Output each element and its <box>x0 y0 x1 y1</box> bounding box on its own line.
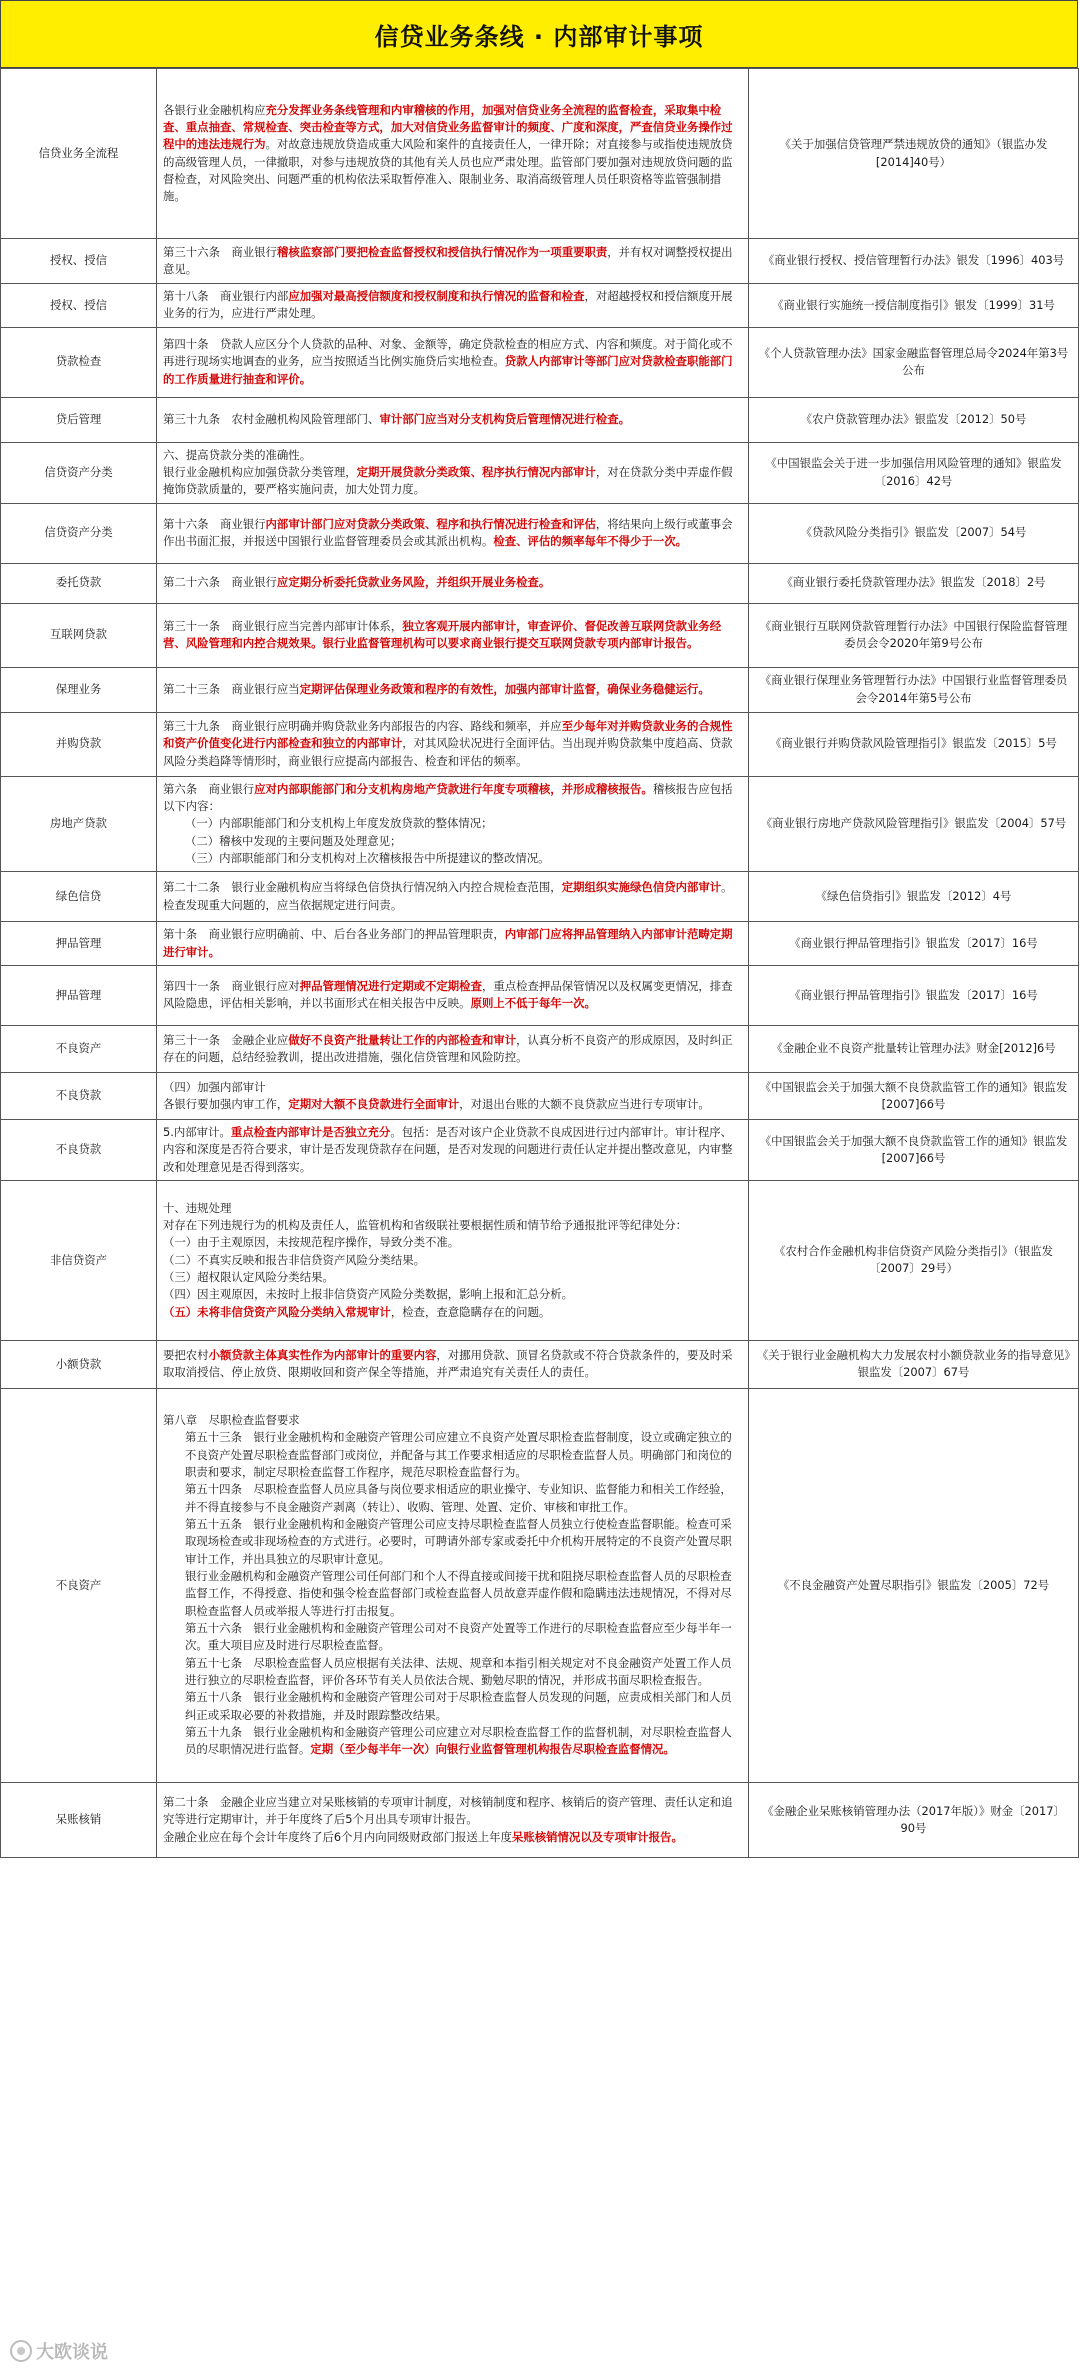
provision-line <box>163 1829 742 1846</box>
provision-line <box>163 447 742 464</box>
table-row <box>1 284 1079 328</box>
highlighted-text: 独立客观开展内部审计，审查评价、督促改善互联网贷款业务经营、风险管理和内控合规效果。银行业监督管理机构可以要求商业银行提交互联网贷款专项内部审计报告。 <box>163 618 722 651</box>
provision-line <box>163 978 742 1013</box>
provision-text-cell <box>157 327 749 397</box>
highlighted-text: 定期评估保理业务政策和程序的有效性，加强内部审计监督，确保业务稳健运行。 <box>299 681 710 696</box>
provision-text: ，对超越授权和授信额度开展业务的行为，应进行严肃处理。 <box>163 289 733 321</box>
provision-line <box>163 411 742 428</box>
provision-line <box>163 1568 742 1620</box>
table-row <box>1 239 1079 284</box>
regulation-source-cell: 《贷款风险分类指引》银监发〔2007〕54号 <box>749 503 1079 563</box>
provision-text-cell <box>157 603 749 667</box>
provision-line <box>163 850 742 867</box>
provision-text: 金融企业应在每个会计年度终了后6个月内向同级财政部门报送上年度 <box>163 1829 512 1844</box>
category-cell: 押品管理 <box>1 922 157 966</box>
highlighted-text: 至少每年对并购贷款业务的合规性和资产价值变化进行内部检查和独立的内部审计 <box>163 719 733 751</box>
provision-text: 六、提高贷款分类的准确性。 <box>163 447 312 462</box>
provision-text: 银行业金融机构应加强贷款分类管理， <box>163 464 357 479</box>
highlighted-text: 审计部门应当对分支机构贷后管理情况进行检查。 <box>379 411 631 426</box>
provision-text-cell <box>157 1340 749 1388</box>
provision-line <box>163 781 742 816</box>
provision-line <box>163 815 742 832</box>
table-row <box>1 503 1079 563</box>
provision-line <box>163 833 742 850</box>
highlighted-text: 定期对大额不良贷款进行全面审计 <box>288 1096 460 1111</box>
provision-line <box>163 574 742 591</box>
category-cell: 呆账核销 <box>1 1782 157 1857</box>
provision-line <box>163 718 742 770</box>
provision-line <box>163 102 742 206</box>
provision-text: 。对故意违规放贷造成重大风险和案件的直接责任人，一律开除；对直接参与或指使违规放贷的高级管理人员，一律撤职，对参与违规放贷的其他有关人员也应严肃处理。监管部门要加强对违规放贷问题的监督检查，对风险突出、问题严重的机构依法采取暂停准入、限制业务、取消高级管理人员任职资格等监管强制措施。 <box>163 137 733 204</box>
table-row <box>1 712 1079 776</box>
provision-line <box>163 1655 742 1690</box>
provision-text: ，对挪用贷款、顶冒名贷款或不符合贷款条件的，要及时采取取消授信、停止放贷、限期收回和资产保全等措施，并严肃追究有关责任人的责任。 <box>163 1348 733 1380</box>
provision-line <box>163 1286 742 1303</box>
table-row <box>1 1180 1079 1340</box>
provision-line <box>163 1096 742 1113</box>
provision-text: 第五十八条 银行业金融机构和金融资产管理公司对于尽职检查监督人员发现的问题，应责成相关部门和人员纠正或采取必要的补救措施，并及时跟踪整改结果。 <box>185 1690 732 1722</box>
category-cell: 押品管理 <box>1 965 157 1025</box>
provision-text: 第二十条 金融企业应当建立对呆账核销的专项审计制度，对核销制度和程序、核销后的资产管理、责任认定和追究等进行定期审计，并于年度终了后5个月出具专项审计报告。 <box>163 1794 733 1827</box>
category-cell: 贷款检查 <box>1 327 157 397</box>
provision-line <box>163 1481 742 1516</box>
highlighted-text: 原则上不低于每年一次。 <box>470 996 596 1011</box>
regulation-source-cell: 《关于银行业金融机构大力发展农村小额贷款业务的指导意见》银监发〔2007〕67号 <box>749 1340 1079 1388</box>
provision-line <box>163 1032 742 1067</box>
highlighted-text: 做好不良资产批量转让工作的内部检查和审计 <box>288 1032 517 1047</box>
provision-line <box>163 1217 742 1234</box>
provision-text: ，对在贷款分类中弄虚作假掩饰贷款质量的，要严格实施问责，加大处罚力度。 <box>163 464 733 497</box>
regulation-source-cell: 《商业银行押品管理指引》银监发〔2017〕16号 <box>749 965 1079 1025</box>
regulation-source-cell: 《商业银行押品管理指引》银监发〔2017〕16号 <box>749 922 1079 966</box>
provision-text: （一）内部职能部门和分支机构上年度发放贷款的整体情况； <box>185 816 493 831</box>
provision-text: 要把农村 <box>163 1348 209 1363</box>
provision-line <box>163 1252 742 1269</box>
highlighted-text: 定期开展贷款分类政策、程序执行情况内部审计 <box>356 464 596 479</box>
provision-line <box>163 1689 742 1724</box>
provision-text: 各银行业金融机构应 <box>163 102 266 117</box>
provision-text: 第六条 商业银行 <box>163 781 255 796</box>
provision-text: 第五十三条 银行业金融机构和金融资产管理公司应建立不良资产处置尽职检查监督制度，设立或确定独立的不良资产处置尽职检查监督部门或岗位，并配备与其工作要求相适应的尽职检查监督人员。明确部门和岗位的职责和要求，制定尽职检查监督工作程序，规范尽职检查监督行为。 <box>185 1430 732 1480</box>
category-cell: 小额贷款 <box>1 1340 157 1388</box>
provision-text: 十、违规处理 <box>163 1200 232 1215</box>
highlighted-text: 定期（至少每半年一次）向银行业监督管理机构报告尽职检查监督情况。 <box>310 1742 675 1757</box>
provision-text-cell <box>157 667 749 712</box>
category-cell: 不良资产 <box>1 1025 157 1072</box>
provision-line <box>163 1347 742 1382</box>
regulation-source-cell: 《商业银行保理业务管理暂行办法》中国银行业监督管理委员会令2014年第5号公布 <box>749 667 1079 712</box>
provision-line <box>163 516 742 551</box>
highlighted-text: 应对内部职能部门和分支机构房地产贷款进行年度专项稽核，并形成稽核报告。 <box>254 781 653 796</box>
provision-text: 稽核报告应包括以下内容： <box>163 781 733 813</box>
provision-text: 第五十七条 尽职检查监督人员应根据有关法律、法规、规章和本指引相关规定对不良金融资产处置工作人员进行独立的尽职检查监督，评价各环节有关人员依法合规、勤勉尽职的情况，并形成书面尽职检查报告。 <box>185 1655 732 1688</box>
provision-line <box>163 1412 742 1429</box>
provision-text: （三）超权限认定风险分类结果。 <box>163 1270 334 1285</box>
provision-text: ，并有权对调整授权提出意见。 <box>163 244 733 276</box>
provision-text: 第五十五条 银行业金融机构和金融资产管理公司应支持尽职检查监督人员独立行使检查监督职能。检查可采取现场检查或非现场检查的方式进行。必要时，可聘请外部专家或委托中介机构开展特定的不良资产处置尽职审计工作，并出具独立的尽职审计意见。 <box>185 1517 732 1566</box>
provision-text: 第二十三条 商业银行应当 <box>163 681 300 696</box>
provision-line <box>163 1269 742 1286</box>
provision-line <box>163 1516 742 1568</box>
highlighted-text: 应定期分析委托贷款业务风险，并组织开展业务检查。 <box>276 575 551 590</box>
category-cell: 贷后管理 <box>1 397 157 442</box>
category-cell: 互联网贷款 <box>1 603 157 667</box>
provision-line <box>163 1429 742 1481</box>
provision-text-cell <box>157 503 749 563</box>
provision-line <box>163 1794 742 1829</box>
table-row <box>1 1782 1079 1857</box>
provision-line <box>163 464 742 499</box>
provision-text-cell <box>157 776 749 872</box>
table-row <box>1 1072 1079 1119</box>
provision-text: 第三十九条 农村金融机构风险管理部门、 <box>163 411 380 426</box>
provision-text: 第四十条 贷款人应区分个人贷款的品种、对象、金额等，确定贷款检查的相应方式、内容和频度。对于简化或不再进行现场实地调查的业务，应当按照适当比例实施贷后实地检查。 <box>163 337 733 369</box>
provision-text: 第二十二条 银行业金融机构应当将绿色信贷执行情况纳入内控合规检查范围， <box>163 880 562 895</box>
provision-text: （三）内部职能部门和分支机构对上次稽核报告中所提建议的整改情况。 <box>185 850 550 865</box>
table-row <box>1 1025 1079 1072</box>
page-title: 信贷业务条线 · 内部审计事项 <box>0 0 1078 68</box>
highlighted-text: 内部审计部门应对贷款分类政策、程序和执行情况进行检查和评估 <box>265 516 596 531</box>
provision-line <box>163 879 742 914</box>
provision-line <box>163 1724 742 1759</box>
table-row <box>1 1388 1079 1782</box>
highlighted-text: 检查、评估的频率每年不得少于一次。 <box>493 534 687 549</box>
provision-text: （四）因主观原因，未按时上报非信贷资产风险分类数据，影响上报和汇总分析。 <box>163 1287 574 1302</box>
table-row <box>1 69 1079 239</box>
provision-text-cell <box>157 872 749 922</box>
provision-text: 第三十一条 金融企业应 <box>163 1032 289 1047</box>
provision-text-cell <box>157 1782 749 1857</box>
regulation-source-cell: 《农村合作金融机构非信贷资产风险分类指引》（银监发〔2007〕29号） <box>749 1180 1079 1340</box>
provision-line <box>163 288 742 323</box>
provision-text-cell <box>157 1119 749 1180</box>
table-row <box>1 397 1079 442</box>
provision-text: （二）稽核中发现的主要问题及处理意见； <box>185 833 402 848</box>
regulation-source-cell: 《金融企业不良资产批量转让管理办法》财金[2012]6号 <box>749 1025 1079 1072</box>
provision-text-cell <box>157 563 749 603</box>
provision-text: 。检查发现重大问题的，应当依据规定进行问责。 <box>163 880 733 912</box>
provision-line <box>163 336 742 388</box>
category-cell: 委托贷款 <box>1 563 157 603</box>
provision-line <box>163 926 742 961</box>
provision-text: （二）不真实反映和报告非信贷资产风险分类结果。 <box>163 1252 425 1267</box>
category-cell: 信贷资产分类 <box>1 442 157 503</box>
regulation-source-cell: 《金融企业呆账核销管理办法（2017年版）》财金〔2017〕90号 <box>749 1782 1079 1857</box>
category-cell: 绿色信贷 <box>1 872 157 922</box>
highlighted-text: 稽核监察部门要把检查监督授权和授信执行情况作为一项重要职责 <box>276 244 608 259</box>
provision-text: 。包括：是否对该户企业贷款不良成因进行过内部审计。审计程序、内容和深度是否符合要求，审计是否发现贷款存在问题，是否对发现的问题进行责任认定并提出整改意见，内审整改和处理意见是否得到落实。 <box>163 1124 733 1174</box>
provision-text: 银行业金融机构和金融资产管理公司任何部门和个人不得直接或间接干扰和阻挠尽职检查监督人员的尽职检查监督工作，不得授意、指使和强令检查监督部门或检查监督人员故意弄虚作假和隐瞒违法违规情况，不得对尽职检查监督人员或举报人等进行打击报复。 <box>185 1569 732 1618</box>
table-row <box>1 563 1079 603</box>
provision-text: 第十六条 商业银行 <box>163 516 266 531</box>
provision-text: 第三十九条 商业银行应明确并购贷款业务内部报告的内容、路线和频率，并应 <box>163 719 562 734</box>
table-row <box>1 922 1079 966</box>
category-cell: 授权、授信 <box>1 284 157 328</box>
provision-text-cell <box>157 1072 749 1119</box>
table-row <box>1 872 1079 922</box>
table-row <box>1 603 1079 667</box>
provision-text: 第十八条 商业银行内部 <box>163 289 289 303</box>
provision-text: ，检查，查意隐瞒存在的问题。 <box>390 1304 551 1319</box>
provision-text: 对存在下列违规行为的机构及责任人，监管机构和省级联社要根据性质和情节给予通报批评等纪律处分： <box>163 1218 687 1233</box>
table-row <box>1 667 1079 712</box>
category-cell: 房地产贷款 <box>1 776 157 872</box>
highlighted-text: 小额贷款主体真实性作为内部审计的重要内容 <box>208 1348 437 1363</box>
regulation-source-cell: 《不良金融资产处置尽职指引》银监发〔2005〕72号 <box>749 1388 1079 1782</box>
category-cell: 授权、授信 <box>1 239 157 284</box>
table-row <box>1 776 1079 872</box>
provision-line <box>163 1079 742 1096</box>
provision-text: 第三十六条 商业银行 <box>163 244 277 259</box>
provision-text-cell <box>157 1388 749 1782</box>
highlighted-text: 定期组织实施绿色信贷内部审计 <box>561 880 722 895</box>
category-cell: 保理业务 <box>1 667 157 712</box>
category-cell: 信贷业务全流程 <box>1 69 157 239</box>
provision-text-cell <box>157 397 749 442</box>
provision-line <box>163 1304 742 1321</box>
watermark <box>10 2338 108 2364</box>
regulation-source-cell: 《农户贷款管理办法》银监发〔2012〕50号 <box>749 397 1079 442</box>
regulation-source-cell: 《商业银行互联网贷款管理暂行办法》中国银行保险监督管理委员会令2020年第9号公布 <box>749 603 1079 667</box>
provision-text: 各银行要加强内审工作， <box>163 1096 289 1111</box>
category-cell: 非信贷资产 <box>1 1180 157 1340</box>
provision-line <box>163 681 742 698</box>
provision-text: 第五十四条 尽职检查监督人员应具备与岗位要求相适应的职业操守、专业知识、监督能力和相关工作经验，并不得直接参与不良金融资产剥离（转让）、收购、管理、处置、定价、审核和审批工作。 <box>185 1482 732 1514</box>
category-cell: 信贷资产分类 <box>1 503 157 563</box>
category-cell: 不良资产 <box>1 1388 157 1782</box>
provision-line <box>163 1200 742 1217</box>
audit-matters-table <box>0 68 1079 1858</box>
provision-text: ，认真分析不良资产的形成原因，及时纠正存在的问题，总结经验教训，提出改进措施，强化信贷管理和风险防控。 <box>163 1032 733 1064</box>
provision-text-cell <box>157 922 749 966</box>
regulation-source-cell: 《商业银行实施统一授信制度指引》银发〔1999〕31号 <box>749 284 1079 328</box>
regulation-source-cell: 《商业银行授权、授信管理暂行办法》银发〔1996〕403号 <box>749 239 1079 284</box>
highlighted-text: 呆账核销情况以及专项审计报告。 <box>511 1829 683 1844</box>
table-row <box>1 327 1079 397</box>
table-row <box>1 1119 1079 1180</box>
provision-text-cell <box>157 69 749 239</box>
provision-text: 第五十九条 银行业金融机构和金融资产管理公司应建立对尽职检查监督工作的监督机制，对尽职检查监督人员的尽职情况进行监督。 <box>185 1725 732 1757</box>
provision-text-cell <box>157 239 749 284</box>
table-row <box>1 442 1079 503</box>
provision-text: （四）加强内部审计 <box>163 1079 266 1094</box>
highlighted-text: 贷款人内部审计等部门应对贷款检查职能部门的工作质量进行抽查和评价。 <box>163 354 733 386</box>
provision-line <box>163 244 742 279</box>
regulation-source-cell: 《个人贷款管理办法》国家金融监督管理总局令2024年第3号公布 <box>749 327 1079 397</box>
regulation-source-cell: 《中国银监会关于加强大额不良贷款监管工作的通知》银监发[2007]66号 <box>749 1119 1079 1180</box>
provision-text: ，对其风险状况进行全面评估。当出现并购贷款集中度趋高、贷款风险分类趋降等情形时，商业银行应提高内部报告、检查和评估的频率。 <box>163 736 733 768</box>
highlighted-text: 应加强对最高授信额度和授权制度和执行情况的监督和检查 <box>288 289 585 303</box>
provision-text: ，对退出台账的大额不良贷款应当进行专项审计。 <box>459 1096 710 1111</box>
provision-text: 第五十六条 银行业金融机构和金融资产管理公司对不良资产处置等工作进行的尽职检查监督应至少每半年一次。重大项目应及时进行尽职检查监督。 <box>185 1621 732 1653</box>
provision-line <box>163 1234 742 1251</box>
category-cell: 并购贷款 <box>1 712 157 776</box>
provision-text: （一）由于主观原因，未按规范程序操作，导致分类不准。 <box>163 1235 460 1250</box>
regulation-source-cell: 《中国银监会关于进一步加强信用风险管理的通知》银监发〔2016〕42号 <box>749 442 1079 503</box>
highlighted-text: 重点检查内部审计是否独立充分 <box>230 1124 391 1139</box>
provision-text: 第十条 商业银行应明确前、中、后台各业务部门的押品管理职责， <box>163 927 505 942</box>
provision-text-cell <box>157 442 749 503</box>
provision-text-cell <box>157 1180 749 1340</box>
provision-text: 第三十一条 商业银行应当完善内部审计体系， <box>163 618 403 633</box>
provision-line <box>163 1620 742 1655</box>
provision-text: 5.内部审计。 <box>163 1124 231 1139</box>
provision-line <box>163 1124 742 1176</box>
highlighted-text: 充分发挥业务条线管理和内审稽核的作用，加强对信贷业务全流程的监督检查，采取集中检查、重点抽查、常规检查、突击检查等方式，加大对信贷业务监督审计的频度、广度和深度，严查信贷业务操作过程中的违法违规行为 <box>163 102 733 152</box>
highlighted-text: （五）未将非信贷资产风险分类纳入常规审计 <box>163 1304 391 1319</box>
regulation-source-cell: 《商业银行房地产贷款风险管理指引》银监发〔2004〕57号 <box>749 776 1079 872</box>
table-row <box>1 1340 1079 1388</box>
category-cell: 不良贷款 <box>1 1119 157 1180</box>
provision-text: 第四十一条 商业银行应对 <box>163 979 300 994</box>
regulation-source-cell: 《中国银监会关于加强大额不良贷款监管工作的通知》银监发[2007]66号 <box>749 1072 1079 1119</box>
regulation-source-cell: 《商业银行并购贷款风险管理指引》银监发〔2015〕5号 <box>749 712 1079 776</box>
provision-text: ，将结果向上级行或董事会作出书面汇报，并报送中国银行业监督管理委员会或其派出机构。 <box>163 516 733 549</box>
provision-text: 第二十六条 商业银行 <box>163 575 277 590</box>
table-row <box>1 965 1079 1025</box>
highlighted-text: 押品管理情况进行定期或不定期检查 <box>299 979 482 994</box>
provision-text-cell <box>157 965 749 1025</box>
provision-text-cell <box>157 712 749 776</box>
regulation-source-cell: 《绿色信贷指引》银监发〔2012〕4号 <box>749 872 1079 922</box>
provision-text: ，重点检查押品保管情况以及权属变更情况，排查风险隐患，评估相关影响，并以书面形式在相关报告中反映。 <box>163 979 733 1011</box>
provision-text-cell <box>157 284 749 328</box>
regulation-source-cell: 《商业银行委托贷款管理办法》银监发〔2018〕2号 <box>749 563 1079 603</box>
watermark-logo-icon <box>10 2340 32 2362</box>
highlighted-text: 内审部门应将押品管理纳入内部审计范畴定期进行审计。 <box>163 927 733 959</box>
provision-text-cell <box>157 1025 749 1072</box>
watermark-text: 大欧谈说 <box>36 2342 108 2363</box>
provision-text: 第八章 尽职检查监督要求 <box>163 1413 300 1428</box>
regulation-source-cell: 《关于加强信贷管理严禁违规放贷的通知》（银监办发[2014]40号） <box>749 69 1079 239</box>
provision-line <box>163 618 742 653</box>
category-cell: 不良贷款 <box>1 1072 157 1119</box>
